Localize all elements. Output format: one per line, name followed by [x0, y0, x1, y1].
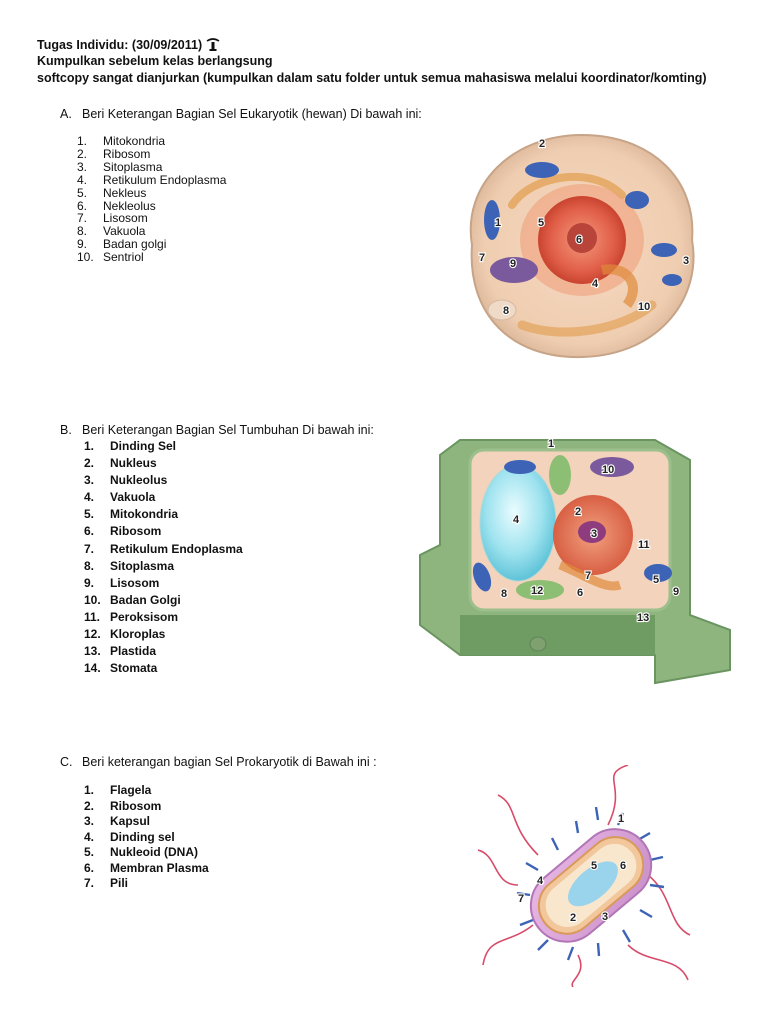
prokaryote-label-7: 7	[518, 893, 525, 905]
plant-label-10: 10	[602, 464, 615, 476]
plant-label-8: 8	[501, 588, 508, 600]
plant-label-12: 12	[531, 585, 544, 597]
list-item: 1. Mitokondria	[77, 134, 166, 148]
list-item: 8. Sitoplasma	[84, 558, 175, 573]
list-item: 5. Nekleus	[77, 185, 147, 200]
section-a-heading	[60, 107, 422, 121]
prokaryote-label-1: 1	[618, 813, 625, 825]
plant-label-5: 5	[653, 574, 660, 586]
plant-cell-diagram	[400, 415, 740, 700]
graduation-cap-icon	[206, 37, 220, 51]
animal-label-1: 1	[495, 217, 502, 229]
plant-label-2: 2	[575, 506, 582, 518]
list-item: 3. Sitoplasma	[77, 159, 163, 174]
prokaryote-label-3: 3	[602, 911, 609, 923]
prokaryotic-cell-diagram	[478, 765, 693, 987]
animal-label-10: 10	[638, 301, 651, 313]
softcopy-note: softcopy sangat dianjurkan (kumpulkan dalam satu folder untuk semua mahasiswa melalui koordinator/komting)	[37, 71, 707, 85]
plant-label-7: 7	[585, 570, 592, 582]
section-a-list	[77, 135, 226, 264]
list-item: 3. Kapsul	[84, 814, 151, 828]
prokaryote-label-2: 2	[570, 912, 577, 924]
section-b-title: Beri Keterangan Bagian Sel Tumbuhan Di bawah ini:	[82, 423, 374, 437]
list-item: 1. Flagela	[84, 783, 152, 797]
animal-label-7: 7	[479, 252, 486, 264]
section-a-letter: A.	[60, 107, 72, 121]
list-item: 9. Badan golgi	[77, 237, 167, 252]
list-item: 2. Nukleus	[84, 456, 157, 471]
animal-label-5: 5	[538, 217, 545, 229]
list-item: 5. Mitokondria	[84, 507, 178, 522]
plant-label-3: 3	[591, 528, 598, 540]
list-item: 7. Retikulum Endoplasma	[84, 541, 243, 556]
list-item: 10. Sentriol	[77, 250, 144, 265]
list-item: 10. Badan Golgi	[84, 592, 181, 607]
animal-label-4: 4	[592, 278, 599, 290]
list-item: 4. Dinding sel	[84, 829, 175, 844]
list-item: 2. Ribosom	[77, 146, 151, 161]
list-item: 1. Dinding Sel	[84, 439, 176, 453]
animal-cell-diagram	[452, 125, 712, 365]
prokaryote-label-4: 4	[537, 875, 544, 887]
list-item: 7. Pili	[84, 876, 129, 890]
animal-label-2: 2	[539, 138, 546, 150]
prokaryote-label-5: 5	[591, 860, 598, 872]
prokaryote-label-6: 6	[620, 860, 627, 872]
list-item: 7. Lisosom	[77, 211, 148, 226]
section-b-heading	[60, 423, 374, 437]
list-item: 6. Membran Plasma	[84, 860, 209, 875]
list-item: 3. Nukleolus	[84, 473, 168, 488]
plant-label-11: 11	[638, 539, 650, 551]
list-item: 9. Lisosom	[84, 575, 160, 590]
animal-label-9: 9	[510, 258, 517, 270]
plant-label-9: 9	[673, 586, 680, 598]
animal-label-6: 6	[576, 234, 583, 246]
plant-label-6: 6	[577, 587, 584, 599]
list-item: 6. Nekleolus	[77, 198, 156, 213]
section-c-heading	[60, 755, 377, 769]
list-item: 8. Vakuola	[77, 224, 146, 239]
submission-note: Kumpulkan sebelum kelas berlangsung	[37, 54, 273, 68]
section-c-letter: C.	[60, 755, 73, 769]
plant-label-4: 4	[513, 514, 520, 526]
section-b-letter: B.	[60, 423, 72, 437]
plant-label-13: 13	[637, 612, 650, 624]
plant-label-1: 1	[548, 438, 555, 450]
list-item: 4. Vakuola	[84, 490, 156, 505]
assignment-title-text: Tugas Individu: (30/09/2011)	[37, 38, 203, 52]
section-c-list	[84, 783, 209, 892]
animal-label-8: 8	[503, 305, 510, 317]
section-a-title: Beri Keterangan Bagian Sel Eukaryotik (hewan) Di bawah ini:	[82, 107, 422, 121]
list-item: 2. Ribosom	[84, 798, 162, 813]
list-item: 14. Stomata	[84, 661, 158, 676]
animal-label-3: 3	[683, 255, 690, 267]
list-item: 4. Retikulum Endoplasma	[77, 172, 227, 187]
list-item: 5. Nukleoid (DNA)	[84, 845, 198, 859]
list-item: 6. Ribosom	[84, 524, 162, 539]
list-item: 13. Plastida	[84, 644, 157, 659]
list-item: 12. Kloroplas	[84, 627, 166, 642]
list-item: 11. Peroksisom	[84, 609, 179, 624]
section-b-list	[84, 438, 243, 677]
section-c-title: Beri keterangan bagian Sel Prokaryotik di Bawah ini :	[82, 755, 377, 769]
assignment-title	[37, 37, 220, 53]
